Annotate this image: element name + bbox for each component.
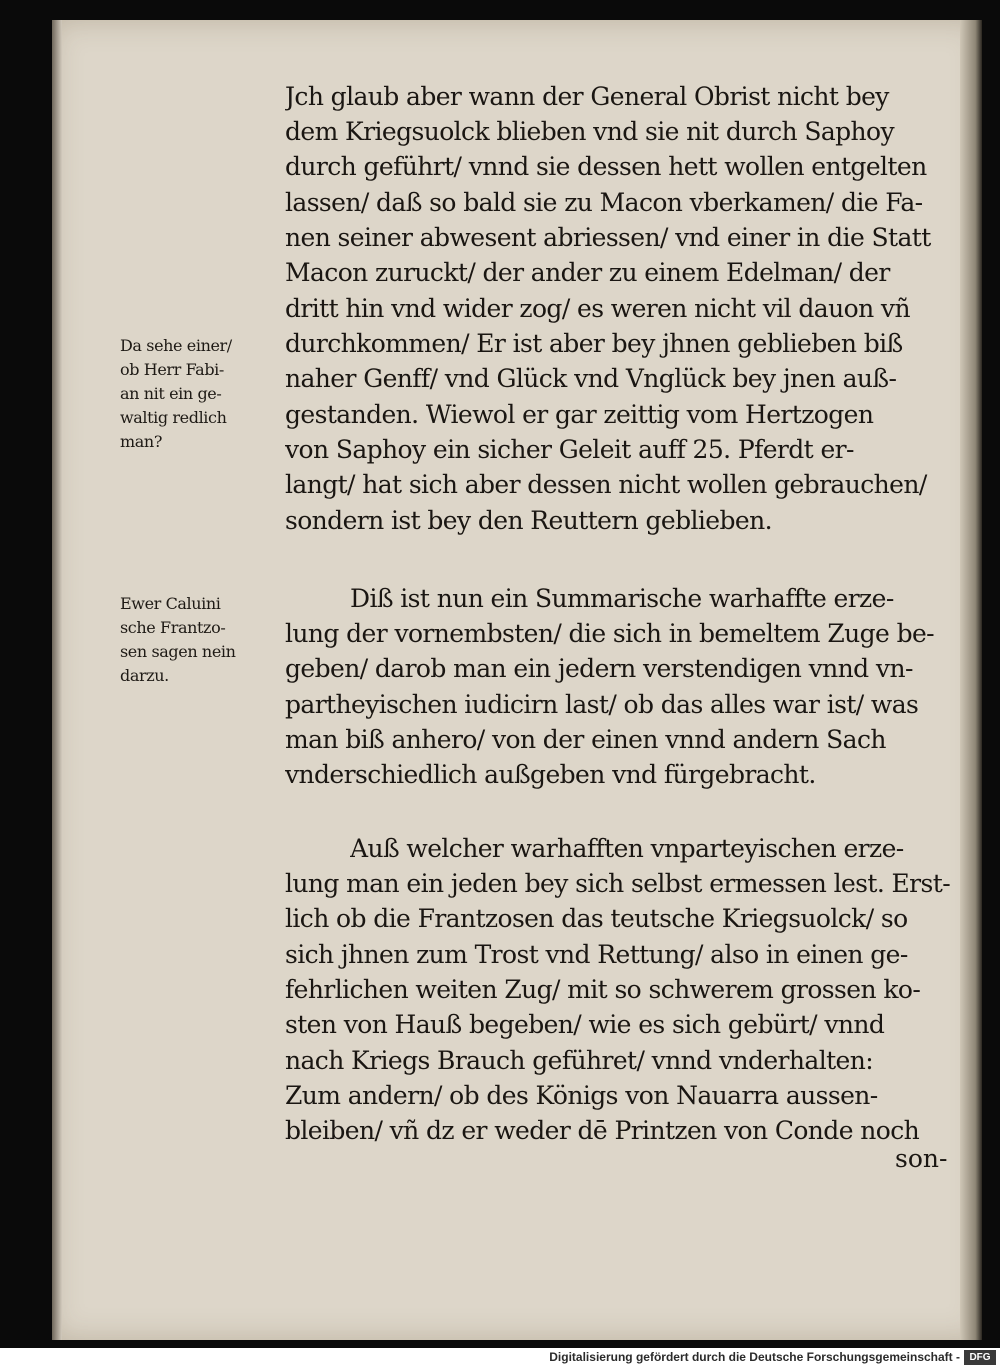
catchword: son- <box>895 1144 948 1173</box>
text-line: man biß anhero/ von der einen vnnd andern Sach <box>285 725 886 754</box>
text-line: lassen/ daß so bald sie zu Macon vberkamen/ die Fa- <box>285 188 923 217</box>
margin-note-line: an nit ein ge- <box>120 384 222 403</box>
text-line: durchkommen/ Er ist aber bey jhnen geblieben biß <box>285 329 903 358</box>
text-line: Auß welcher warhafften vnparteyischen erze- <box>350 834 904 863</box>
text-line: Zum andern/ ob des Königs von Nauarra aussen- <box>285 1081 878 1110</box>
dfg-logo: DFG <box>964 1350 996 1365</box>
text-line: sten von Hauß begeben/ wie es sich gebürt/ vnnd <box>285 1010 885 1039</box>
text-line: nach Kriegs Brauch geführet/ vnnd vnderhalten: <box>285 1046 874 1075</box>
text-line: von Saphoy ein sicher Geleit auff 25. Pferdt er- <box>285 435 854 464</box>
text-line: dem Kriegsuolck blieben vnd sie nit durch Saphoy <box>285 117 895 146</box>
text-line: lung man ein jeden bey sich selbst ermessen lest. Erst- <box>285 869 951 898</box>
margin-note-line: sen sagen nein <box>120 642 236 661</box>
text-line: nen seiner abwesent abriessen/ vnd einer in die Statt <box>285 223 931 252</box>
text-line: sich jhnen zum Trost vnd Rettung/ also in einen ge- <box>285 940 908 969</box>
margin-note-line: Ewer Caluini <box>120 594 221 613</box>
text-line: Diß ist nun ein Summarische warhaffte erze- <box>350 584 894 613</box>
text-line: fehrlichen weiten Zug/ mit so schwerem grossen ko- <box>285 975 921 1004</box>
text-line: vnderschiedlich außgeben vnd fürgebracht. <box>285 760 816 789</box>
text-line: bleiben/ vñ dz er weder dē Printzen von Conde noch <box>285 1116 920 1145</box>
margin-note-line: sche Frantzo- <box>120 618 226 637</box>
text-line: Macon zuruckt/ der ander zu einem Edelman/ der <box>285 258 890 287</box>
margin-note-line: waltig redlich <box>120 408 227 427</box>
text-line: lung der vornembsten/ die sich in bemeltem Zuge be- <box>285 619 935 648</box>
text-line: partheyischen iudicirn last/ ob das alles war ist/ was <box>285 690 919 719</box>
footer-bar <box>0 1348 1000 1368</box>
text-line: dritt hin vnd wider zog/ es weren nicht vil dauon vñ <box>285 294 910 323</box>
margin-note-line: darzu. <box>120 666 169 685</box>
text-line: lich ob die Frantzosen das teutsche Kriegsuolck/ so <box>285 904 908 933</box>
text-line: sondern ist bey den Reuttern geblieben. <box>285 506 772 535</box>
text-line: Jch glaub aber wann der General Obrist nicht bey <box>285 82 889 111</box>
digitization-credit: Digitalisierung gefördert durch die Deutsche Forschungsgemeinschaft - <box>549 1350 960 1364</box>
margin-note-line: Da sehe einer/ <box>120 336 232 355</box>
text-line: geben/ darob man ein jedern verstendigen vnnd vn- <box>285 654 913 683</box>
page-gutter-shadow <box>52 20 62 1340</box>
text-line: langt/ hat sich aber dessen nicht wollen gebrauchen/ <box>285 470 927 499</box>
margin-note-line: man? <box>120 432 162 451</box>
text-line: gestanden. Wiewol er gar zeittig vom Hertzogen <box>285 400 874 429</box>
text-line: naher Genff/ vnd Glück vnd Vnglück bey jnen auß- <box>285 364 897 393</box>
text-line: durch geführt/ vnnd sie dessen hett wollen entgelten <box>285 152 927 181</box>
margin-note-line: ob Herr Fabi- <box>120 360 224 379</box>
